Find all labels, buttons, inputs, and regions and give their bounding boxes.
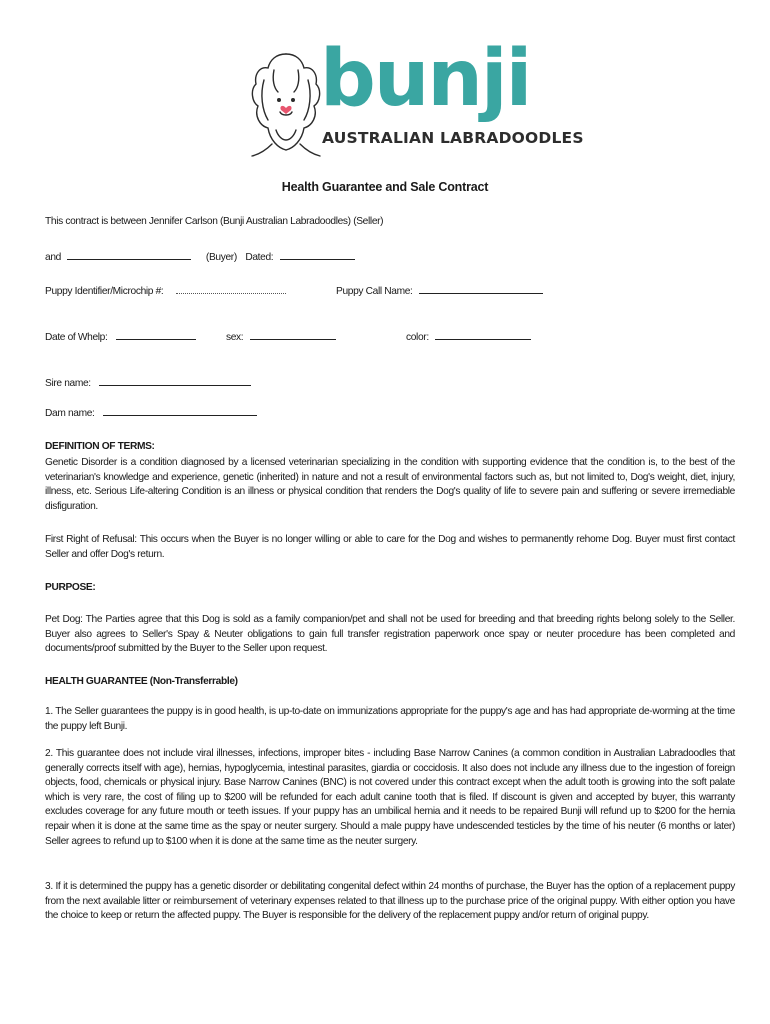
call-name-field[interactable] xyxy=(419,285,543,294)
call-name-line xyxy=(336,285,543,297)
refusal-text: First Right of Refusal: This occurs when the Buyer is no longer willing or able to care for the Dog and wishes to permanently rehome Dog. Buyer must first contact Seller and offer Dog's return. xyxy=(45,534,735,560)
guarantee-item-2: 2. This guarantee does not include viral illnesses, infections, improper bites - including Base Narrow Canines (a common condition in Australian Labradoodles that generally corrects itself with age), hernias, hypoglycemia, intestinal parasites, giardia or coccidosis. It also does not include any illness due to the ingestion of foreign objects, food, chemicals or physical injury. Base Narrow Canines (BNC) is not covered under this contract except when the adult tooth is growing into the soft palate which is very rare, the cost of filing up to $200 will be refunded for each adult canine tooth that is filed. If discount is given and accepted by buyer, this warranty excludes coverage for any future mouth or teeth issues. If your puppy has an umbilical hernia and it needs to be repaired Bunji will refund up to $200 for the hernia repair when it is done at the same time as the spay or neuter surgery. Should a male puppy have undescended testicles by the time of his neuter (6 months or later) Seller agrees to refund up to $100 when it is done at the same time as the neuter surgery. xyxy=(45,748,735,847)
dated-label: Dated: xyxy=(245,252,274,263)
health-guarantee-heading: HEALTH GUARANTEE (Non-Transferrable) xyxy=(45,676,238,687)
brand-name: bunji xyxy=(320,34,531,124)
purpose-heading: PURPOSE: xyxy=(45,582,96,593)
dam-label: Dam name: xyxy=(45,408,95,419)
whelp-label: Date of Whelp: xyxy=(45,332,108,343)
purpose-text: Pet Dog: The Parties agree that this Dog is sold as a family companion/pet and shall not be used for breeding and that breeding rights belong solely to the Seller. Buyer also agrees to Seller's Spay & Neuter obligations to gain full transfer registration paperwork once spay or neuter procedure has been completed and documents/proof submitted by the Buyer to the Seller upon request. xyxy=(45,614,735,655)
sire-line xyxy=(45,377,251,389)
dam-line xyxy=(45,407,257,419)
and-label: and xyxy=(45,252,61,263)
whelp-line xyxy=(45,331,196,343)
puppy-id-label: Puppy Identifier/Microchip #: xyxy=(45,286,164,297)
contract-intro: This contract is between Jennifer Carlson (Bunji Australian Labradoodles) (Seller) xyxy=(45,216,384,227)
definitions-heading: DEFINITION OF TERMS: xyxy=(45,441,155,452)
whelp-date-field[interactable] xyxy=(116,331,196,340)
guarantee-item-3: 3. If it is determined the puppy has a genetic disorder or debilitating congenital defect within 24 months of purchase, the Buyer has the option of a replacement puppy from the next available litter or reimbursement of veterinary expenses related to that illness up to the purchase price of the original puppy. With either option you have the choice to keep or return the affected puppy. The Buyer is responsible for the delivery of the replacement puppy and/or return of original puppy. xyxy=(45,881,735,922)
sex-field[interactable] xyxy=(250,331,336,340)
brand-tagline: AUSTRALIAN LABRADOODLES xyxy=(322,129,584,147)
color-line xyxy=(406,331,531,343)
dog-face-icon xyxy=(246,50,326,160)
brand-logo xyxy=(246,50,326,160)
dam-name-field[interactable] xyxy=(103,407,257,416)
buyer-line xyxy=(45,251,355,263)
buyer-label: (Buyer) xyxy=(205,252,237,263)
date-field[interactable] xyxy=(280,251,355,260)
sex-label: sex: xyxy=(226,332,244,343)
definitions-text: Genetic Disorder is a condition diagnosed by a licensed veterinarian specializing in the condition with supporting evidence that the condition is, to the best of the veterinarian's knowledge and experience, genetic (inherited) in nature and not a result of environmental factors such as, but not limited to, Dog's weight, diet, injury, illness, etc. Serious Life-altering Condition is an illness or physical condition that renders the Dog's quality of life to severe pain and suffering or severe irremediable disfiguration. xyxy=(45,457,735,512)
guarantee-item-1: 1. The Seller guarantees the puppy is in good health, is up-to-date on immunizations appropriate for the puppy's age and has had appropriate de-worming at the time the puppy left Bunji. xyxy=(45,706,735,732)
sire-label: Sire name: xyxy=(45,378,91,389)
color-field[interactable] xyxy=(435,331,531,340)
microchip-field[interactable] xyxy=(176,285,286,294)
sex-line xyxy=(226,331,336,343)
sire-name-field[interactable] xyxy=(99,377,251,386)
color-label: color: xyxy=(406,332,429,343)
call-name-label: Puppy Call Name: xyxy=(336,286,413,297)
buyer-name-field[interactable] xyxy=(67,251,191,260)
puppy-id-line xyxy=(45,285,286,297)
document-title: Health Guarantee and Sale Contract xyxy=(281,180,489,194)
